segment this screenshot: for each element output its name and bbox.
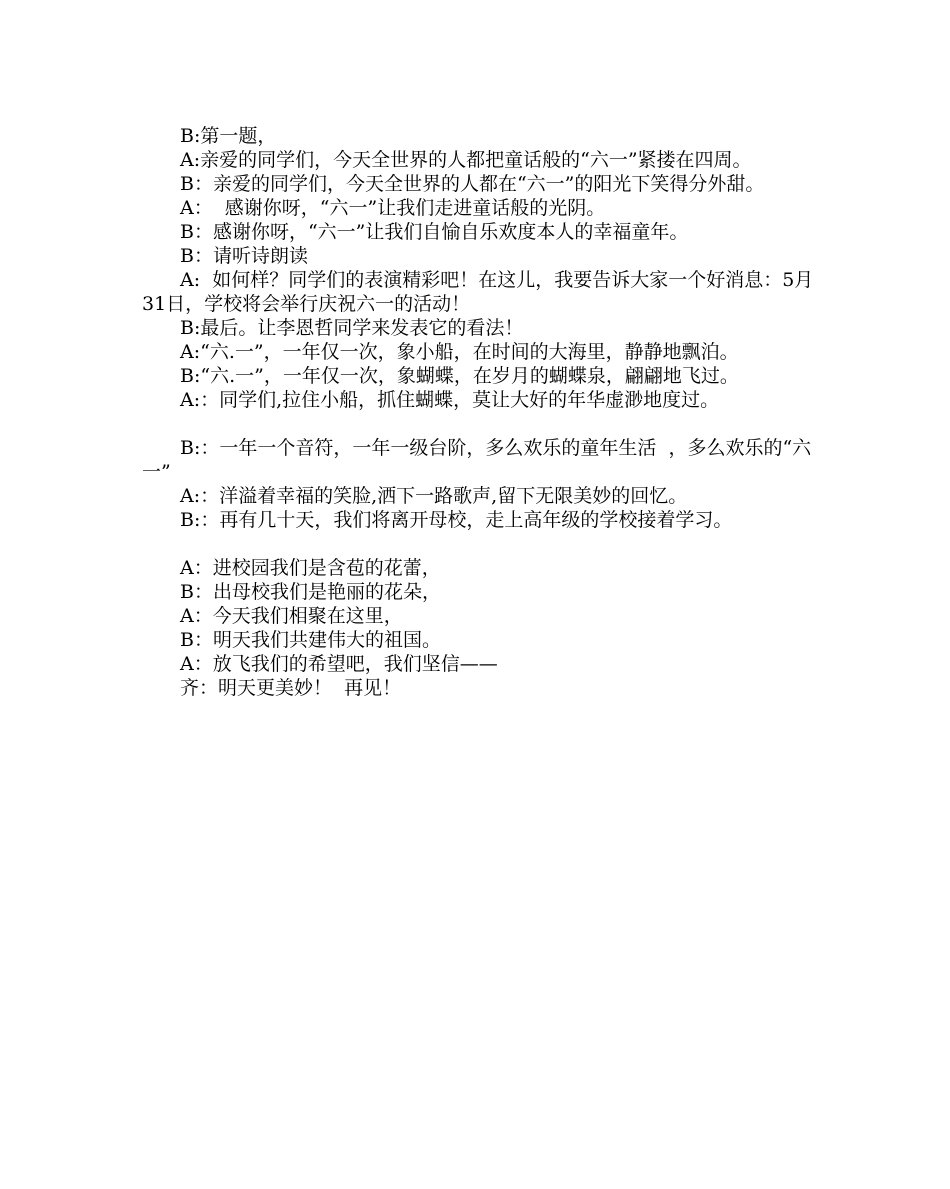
- line-4: A： 感谢你呀，“六一”让我们走进童话般的光阴。: [180, 197, 606, 219]
- line-20: B：明天我们共建伟大的祖国。: [180, 629, 441, 651]
- line-22: 齐：明天更美妙！ 再见！: [180, 677, 402, 699]
- line-17: A：进校园我们是含苞的花蕾，: [180, 557, 441, 579]
- line-9: A:“六.一”，一年仅一次，象小船，在时间的大海里，静静地飘泊。: [180, 341, 739, 363]
- line-8: B:最后。让李恩哲同学来发表它的看法！: [180, 317, 524, 339]
- line-11: A:：同学们,拉住小船，抓住蝴蝶，莫让大好的年华虚渺地度过。: [180, 389, 720, 411]
- line-10: B:“六.一”，一年仅一次，象蝴蝶，在岁月的蝴蝶泉，翩翩地飞过。: [180, 365, 739, 387]
- line-5: B：感谢你呀，“六一”让我们自愉自乐欢度本人的幸福童年。: [180, 221, 689, 243]
- line-18: B：出母校我们是艳丽的花朵，: [180, 581, 441, 603]
- line-2: A:亲爱的同学们，今天全世界的人都把童话般的“六一”紧搂在四周。: [180, 149, 752, 171]
- line-21: A：放飞我们的希望吧，我们坚信——: [180, 653, 498, 675]
- line-1: B:第一题，: [180, 125, 277, 147]
- line-19: A：今天我们相聚在这里，: [180, 605, 403, 627]
- document-body: [142, 124, 822, 700]
- line-15: B:：再有几十天，我们将离开母校，走上高年级的学校接着学习。: [180, 509, 733, 531]
- line-13: B:：一年一个音符，一年一级台阶，多么欢乐的童年生活 ，多么欢乐的“六一”: [142, 437, 812, 483]
- line-3: B：亲爱的同学们，今天全世界的人都在“六一”的阳光下笑得分外甜。: [180, 173, 765, 195]
- line-6: B：请听诗朗读: [180, 245, 308, 267]
- line-7: A: 如何样？同学们的表演精彩吧！在这儿，我要告诉大家一个好消息：5月31日，学校将会举行庆祝六一的活动！: [142, 269, 814, 315]
- blank-line: [142, 532, 822, 556]
- line-14: A:：洋溢着幸福的笑脸,洒下一路歌声,留下无限美妙的回忆。: [180, 485, 688, 507]
- blank-line: [142, 412, 822, 436]
